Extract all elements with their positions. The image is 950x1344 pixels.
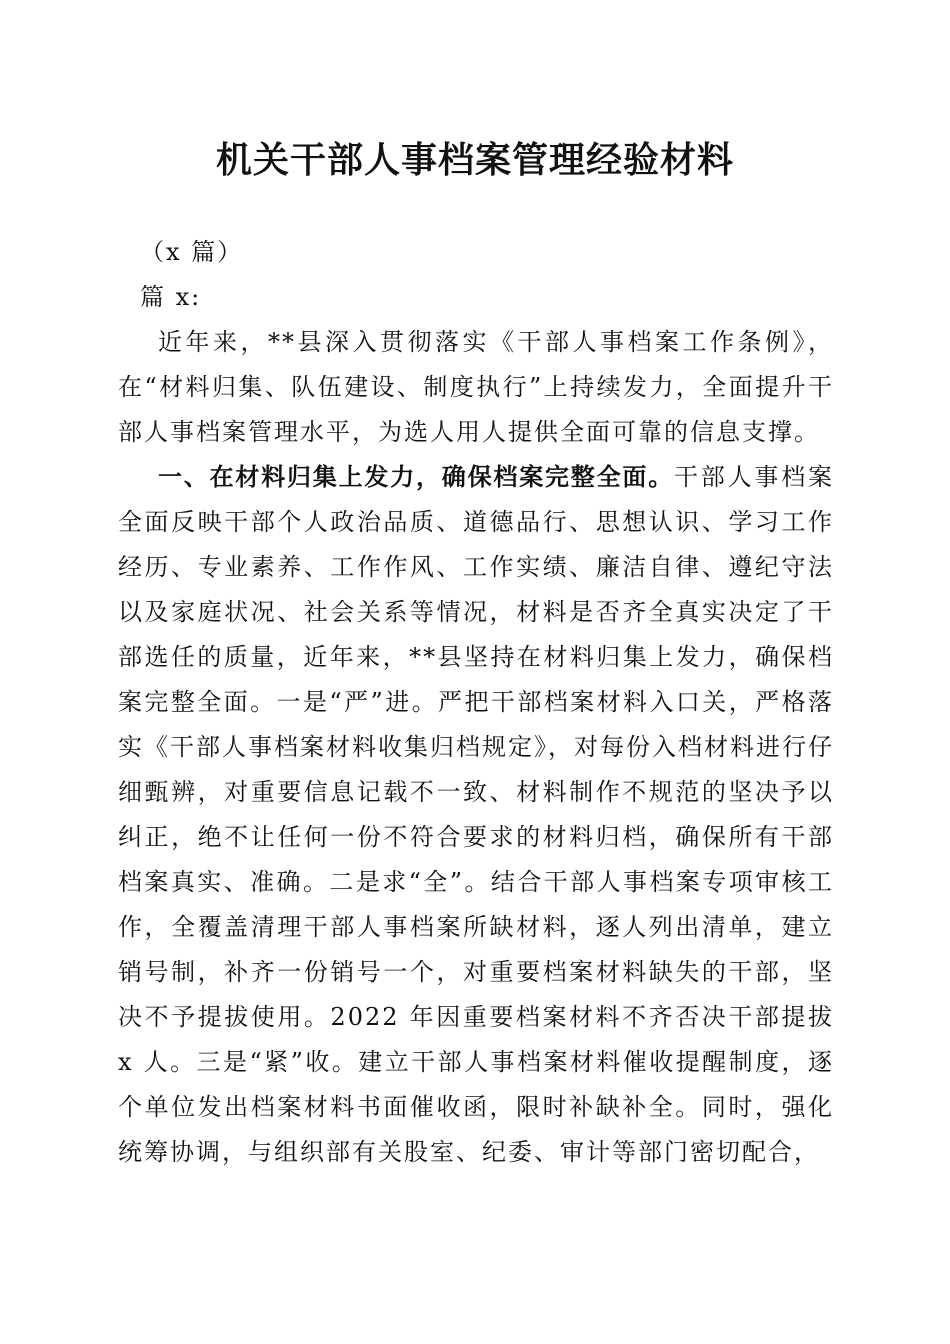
section-1-heading: 一、在材料归集上发力，确保档案完整全面。 xyxy=(158,463,674,491)
intro-paragraph: 近年来，**县深入贯彻落实《干部人事档案工作条例》，在“材料归集、队伍建设、制度执行”上持续发力，全面提升干部人事档案管理水平，为选人用人提供全面可靠的信息支撑。 xyxy=(118,328,834,446)
section-1-paragraph xyxy=(118,455,834,1175)
article-label: 篇 x: xyxy=(140,283,202,311)
section-1-text: 干部人事档案全面反映干部个人政治品质、道德品行、思想认识、学习工作经历、专业素养、工作作风、工作实绩、廉洁自律、遵纪守法以及家庭状况、社会关系等情况，材料是否齐全真实决定了干部选任的质量，近年来，**县坚持在材料归集上发力，确保档案完整全面。一是“严”进。严把干部档案材料入口关，严格落实《干部人事档案材料收集归档规定》，对每份入档材料进行仔细甄辨，对重要信息记载不一致、材料制作不规范的坚决予以纠正，绝不让任何一份不符合要求的材料归档，确保所有干部档案真实、准确。二是求“全”。结合干部人事档案专项审核工作，全覆盖清理干部人事档案所缺材料，逐人列出清单，建立销号制，补齐一份销号一个，对重要档案材料缺失的干部，坚决不予提拔使用。2022 年因重要档案材料不齐否决干部提拔 x 人。三是“紧”收。建立干部人事档案材料催收提醒制度，逐个单位发出档案材料书面催收函，限时补缺补全。同时，强化统筹协调，与组织部有关股室、纪委、审计等部门密切配合， xyxy=(118,463,834,1166)
document-title: 机关干部人事档案管理经验材料 xyxy=(215,139,734,181)
document-body xyxy=(118,230,834,1175)
subtitle: （x 篇） xyxy=(140,238,244,266)
